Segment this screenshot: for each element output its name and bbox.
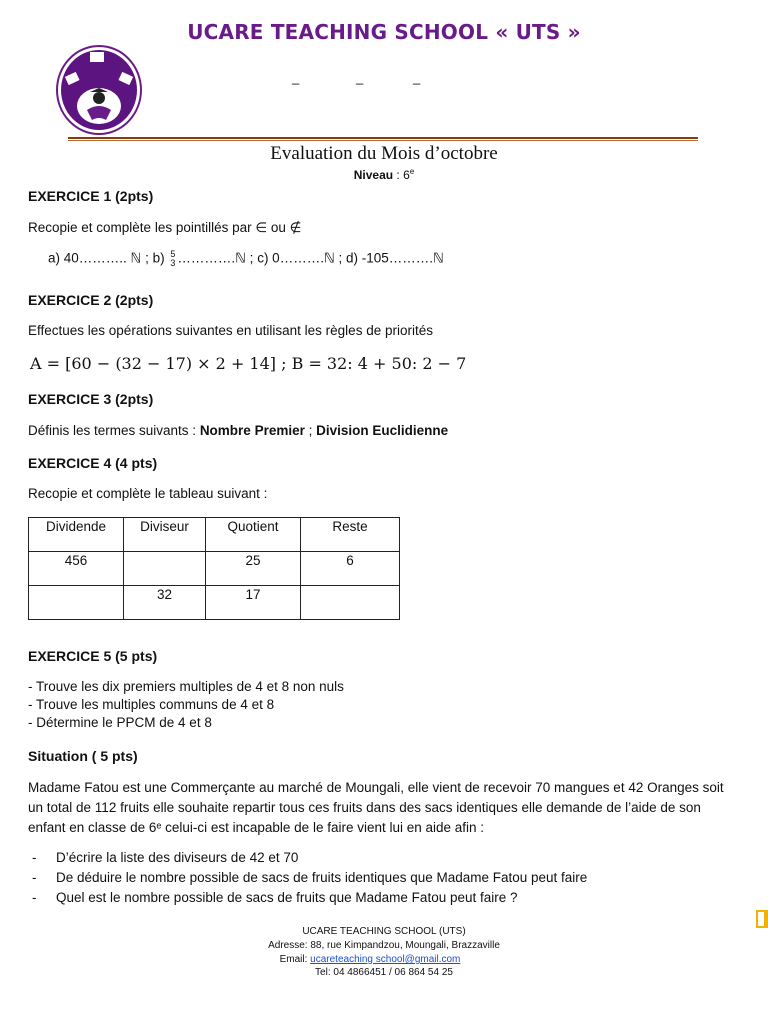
ex3-term-1: Nombre Premier bbox=[199, 423, 305, 438]
exercise-1-heading: EXERCICE 1 (2pts) bbox=[28, 188, 154, 204]
exercise-2-instruction: Effectues les opérations suivantes en utilisant les règles de priorités bbox=[28, 323, 433, 338]
bullet-text: D’écrire la liste des diviseurs de 42 et 70 bbox=[56, 850, 299, 865]
table-cell: 6 bbox=[301, 552, 400, 586]
exercise-3-heading: EXERCICE 3 (2pts) bbox=[28, 391, 154, 407]
exercise-5-item: - Trouve les multiples communs de 4 et 8 bbox=[28, 697, 275, 712]
table-header-cell: Quotient bbox=[206, 518, 301, 552]
table-cell bbox=[301, 586, 400, 620]
exercise-5-item: - Détermine le PPCM de 4 et 8 bbox=[28, 715, 212, 730]
situation-bullet bbox=[32, 870, 587, 885]
ex1-part-a: a) 40……….. ℕ ; b) bbox=[48, 250, 165, 266]
table-cell: 25 bbox=[206, 552, 301, 586]
situation-paragraph: Madame Fatou est une Commerçante au marché de Moungali, elle vient de recevoir 70 mangues et 42 Oranges soit un total de 112 fruits elle souhaite repartir tous ces fruits dans des sacs identiques elle demande de l’aide de son enfant en classe de 6ᵉ celui-ci est incapable de le faire vient lui en aide afin : bbox=[28, 780, 724, 835]
table-cell: 17 bbox=[206, 586, 301, 620]
situation-bullet bbox=[32, 850, 298, 865]
fraction-numerator: 5 bbox=[170, 249, 176, 259]
ex3-term-2: Division Euclidienne bbox=[316, 423, 449, 438]
situation-bullet bbox=[32, 890, 518, 905]
header-dash: _ bbox=[356, 70, 364, 85]
header-rule bbox=[68, 137, 698, 139]
exercise-2-heading: EXERCICE 2 (2pts) bbox=[28, 292, 154, 308]
bullet-text: De déduire le nombre possible de sacs de fruits identiques que Madame Fatou peut faire bbox=[56, 870, 588, 885]
bullet-dash: - bbox=[32, 870, 37, 885]
level-sep: : bbox=[393, 168, 404, 182]
level-line bbox=[0, 167, 768, 182]
fraction-denominator: 3 bbox=[170, 258, 176, 268]
school-logo bbox=[54, 44, 144, 136]
page-corner-marker-inner bbox=[758, 912, 764, 926]
footer-phone: Tel: 04 4866451 / 06 864 54 25 bbox=[315, 967, 453, 978]
ex1-rest: ………….ℕ ; c) 0……….ℕ ; d) -105……….ℕ bbox=[177, 250, 444, 266]
table-row bbox=[29, 586, 400, 620]
exercise-2-formula: A = [60 − (32 − 17) × 2 + 14] ; B = 32: 4 + 50: 2 − 7 bbox=[30, 354, 467, 373]
table-header-row bbox=[29, 518, 400, 552]
fraction bbox=[170, 250, 175, 268]
table-header-cell: Dividende bbox=[29, 518, 124, 552]
table-header-cell: Reste bbox=[301, 518, 400, 552]
table-cell bbox=[124, 552, 206, 586]
level-label: Niveau bbox=[353, 168, 394, 182]
level-sup: e bbox=[409, 167, 415, 176]
footer-email-line bbox=[0, 954, 754, 965]
document-title: Evaluation du Mois d’octobre bbox=[270, 143, 498, 164]
ex3-sep: ; bbox=[304, 423, 317, 438]
exercise-4-heading: EXERCICE 4 (4 pts) bbox=[28, 455, 158, 471]
bullet-text: Quel est le nombre possible de sacs de fruits que Madame Fatou peut faire ? bbox=[56, 890, 518, 905]
exercise-1-line bbox=[48, 250, 444, 268]
table-cell bbox=[29, 586, 124, 620]
footer-school: UCARE TEACHING SCHOOL (UTS) bbox=[302, 926, 466, 937]
footer-email-label: Email: bbox=[279, 954, 311, 965]
exercise-1-instruction: Recopie et complète les pointillés par ∈ ou ∉ bbox=[28, 220, 302, 235]
exercise-3-instruction bbox=[28, 423, 448, 438]
table-cell: 32 bbox=[124, 586, 206, 620]
situation-heading: Situation ( 5 pts) bbox=[28, 748, 138, 764]
ex3-text: Définis les termes suivants : bbox=[28, 423, 200, 438]
header-dash: _ bbox=[292, 70, 300, 85]
exercise-5-item: - Trouve les dix premiers multiples de 4 et 8 non nuls bbox=[28, 679, 344, 694]
footer-address: Adresse: 88, rue Kimpandzou, Moungali, Brazzaville bbox=[268, 940, 500, 951]
table-header-cell: Diviseur bbox=[124, 518, 206, 552]
bullet-dash: - bbox=[32, 850, 37, 865]
bullet-dash: - bbox=[32, 890, 37, 905]
table-cell: 456 bbox=[29, 552, 124, 586]
exercise-5-heading: EXERCICE 5 (5 pts) bbox=[28, 648, 158, 664]
header-dash: _ bbox=[413, 70, 421, 85]
division-table bbox=[28, 517, 400, 620]
level-value: 6 bbox=[403, 168, 410, 182]
header-rule-thin bbox=[68, 140, 698, 141]
footer-email-link[interactable]: ucareteaching school@gmail.com bbox=[310, 954, 461, 965]
school-name: UCARE TEACHING SCHOOL « UTS » bbox=[187, 20, 581, 44]
exercise-4-instruction: Recopie et complète le tableau suivant : bbox=[28, 486, 268, 501]
table-row bbox=[29, 552, 400, 586]
